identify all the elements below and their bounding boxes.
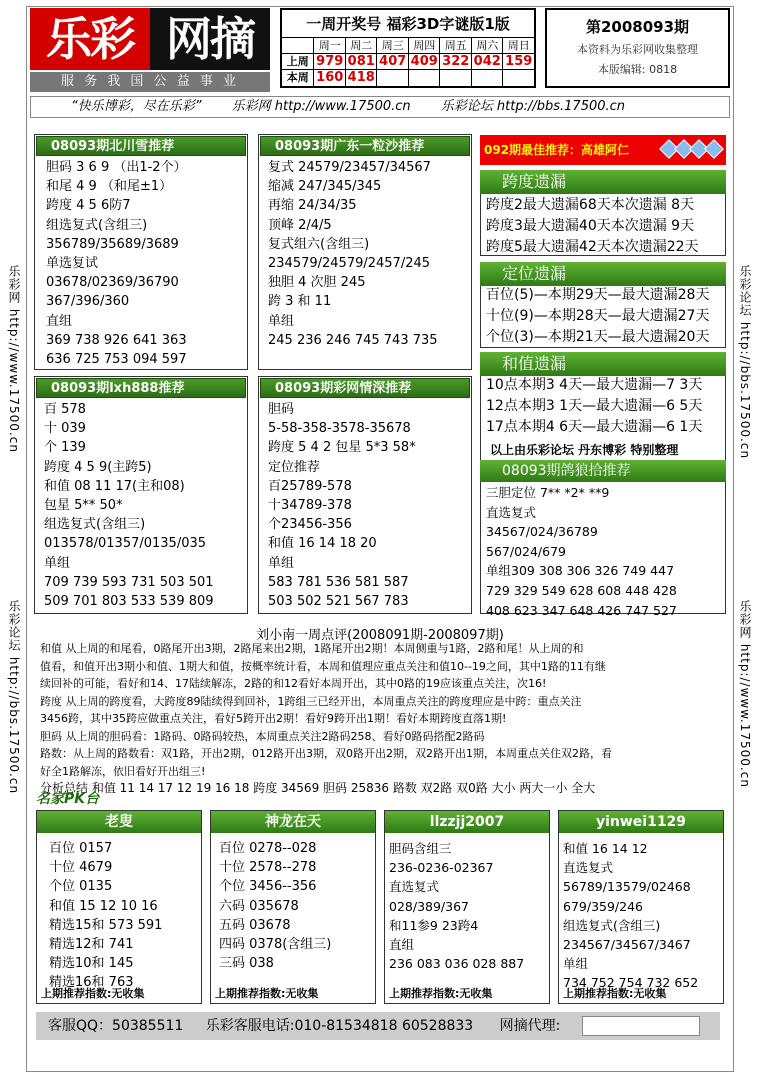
pk-line: 百位 0157 [49,841,113,856]
commentary-line: 3456跨，其中35跨应做重点关注，看好5跨开出2期！看好9跨开出1期！看好本期跨度直落1期! [40,712,507,725]
pk-line: 236-0236-02367 [389,860,494,876]
pk-line: 028/389/367 [389,898,469,914]
wolf-line: 34567/024/36789 [486,524,598,540]
panel-line: 跨度 5 4 2 包星 5*3 58* [268,440,416,456]
agent-label: 网摘代理: [499,1018,561,1034]
pk-panel-title: llzzjj2007 [385,811,549,833]
panel-line: 和尾 4 9 （和尾±1） [46,179,173,195]
draw-number: 418 [345,70,377,86]
pk-line: 精选12和 741 [49,937,134,953]
panel-line: 独胆 4 次胆 245 [268,275,366,291]
pk-line: 精选16和 763 [49,975,134,991]
row-label: 上周 [286,55,309,68]
sum-missing-title: 和值遗漏 [480,352,726,376]
side-forum-link-left[interactable]: 乐彩论坛 http://bbs.17500.cn [7,600,21,795]
wolf-line: 729 329 549 628 608 448 428 [486,582,677,598]
commentary-line: 和值 从上周的和尾看，0路尾开出3期，2路尾来出2期，1路尾开出2期！本周侧重与1路，2路和尾！从上周的和 [40,642,584,655]
missing-line: 12点本期3 1天—最大遗漏—6 5天 [486,398,703,414]
pk-line: 组选复式(含组三) [563,917,661,933]
panel-line: 367/396/360 [46,294,130,310]
pk-line: 三码 038 [219,956,274,972]
panel-title: 08093期广东一粒沙推荐 [260,136,470,156]
pk-panel-title: 老叟 [37,811,201,833]
logo-left-text: 乐彩 [30,8,150,70]
pk-panel-title: yinwei1129 [559,811,723,833]
panel-body [268,400,416,611]
panel-line: 跨 3 和 11 [268,294,332,310]
panel-line: 709 739 593 731 503 501 [44,574,214,590]
position-missing-body [486,285,709,348]
pk-line: 734 752 754 732 652 [563,975,699,991]
panel-line: 定位推荐 [268,459,321,475]
panel-line: 包星 5** 50* [44,498,123,514]
missing-line: 跨度2最大遗漏68天本次遗漏 8天 [486,197,695,213]
panel-line: 胆码 3 6 9 （出1-2个） [46,160,187,175]
weekly-prize-table [280,8,536,88]
pk-line: 胆码含组三 [389,841,452,856]
day-cell: 周四 [408,38,440,53]
panel-line: 234579/24579/2457/245 [268,256,431,272]
pk-line: 个位 3456--356 [219,879,317,895]
commentary-line: 跨度 从上周的跨度看，大跨度89陆续得到回补，1跨组三已经开出，本周重点关注的跨度理应是中跨：重点关注 [40,694,582,708]
panel-line: 跨度 4 5 6防7 [46,198,131,214]
panel-line: 单组 [268,313,295,329]
panel-line: 503 502 521 567 783 [268,594,409,610]
panel-line: 356789/35689/3689 [46,236,179,252]
pk-panel-body [563,839,698,993]
pk-line: 和值 15 12 10 16 [49,898,158,914]
day-cell: 周五 [439,38,471,53]
missing-line: 10点本期3 4天—最大遗漏—7 3天 [486,377,703,393]
panel-line: 509 701 803 533 539 809 [44,594,214,610]
panel-title: 08093期彩网情深推荐 [260,378,470,398]
issue-box [545,8,730,88]
draw-number [502,70,534,86]
pk-line: 十位 2578--278 [219,860,317,876]
customer-qq: 客服QQ：50385511 [48,1018,184,1034]
commentary-title: 刘小南一周点评(2008091期-2008097期) [256,628,504,643]
editor-note: 本版编辑: 0818 [597,63,678,76]
panel-line: 5-58-358-3578-35678 [268,421,411,437]
banner-site-link[interactable]: 乐彩网 http://www.17500.cn [231,99,411,114]
slogan: 服 务 我 国 公 益 事 业 [30,72,270,92]
missing-line: 17点本期4 6天—最大遗漏—6 1天 [486,419,703,435]
span-missing-title: 跨度遗漏 [480,170,726,194]
agent-field[interactable] [582,1016,700,1036]
missing-line: 个位(3)—本期21天—最大遗漏20天 [486,329,710,345]
pk-panel-footer: 上期推荐指数:无收集 [563,987,667,1000]
banner-quote: “快乐博彩，尽在乐彩” [71,99,202,114]
draw-number: 159 [502,54,534,69]
banner-forum-link[interactable]: 乐彩论坛 http://bbs.17500.cn [440,99,626,114]
pk-line: 236 083 036 028 887 [389,956,525,972]
draw-number [471,70,503,86]
panel-line: 百25789-578 [268,478,352,494]
panel-line: 245 236 246 745 743 735 [268,332,438,348]
wolf-line: 单组309 308 306 326 749 447 [486,563,675,579]
best-recommend-label: 092期最佳推荐：高雄阿仁 [484,143,630,157]
panel-line: 顶峰 2/4/5 [268,217,332,233]
pk-panel-footer: 上期推荐指数:无收集 [41,987,145,1000]
best-recommend-bar [480,135,726,165]
commentary-line: 胆码 从上周的胆码看：1路码、0路码较热，本周重点关注2路码258、看好0路码搭配2路码 [40,729,485,743]
commentary-line: 续回补的可能，看好和14、17陆续解冻，2路的和12看好本周开出，其中0路的19应该重点关注，次16! [40,677,547,690]
row-label: 本周 [286,71,309,84]
wolf-recommend-title: 08093期鸽狼拾推荐 [480,460,726,482]
draw-number [408,70,440,86]
pk-panel-yinwei1129 [558,810,724,1004]
pk-line: 和11参9 23跨4 [389,917,479,933]
missing-line: 百位(5)—本期29天—最大遗漏28天 [486,287,710,303]
days-row [282,38,534,54]
pk-panel-footer: 上期推荐指数:无收集 [389,987,493,1000]
day-cell: 周三 [376,38,408,53]
panel-line: 369 738 926 641 363 [46,332,187,348]
panel-line: 和值 16 14 18 20 [268,536,377,552]
day-cell: 周一 [313,38,345,53]
corner-cell [282,38,313,53]
pk-line: 精选10和 145 [49,956,134,972]
panel-line: 013578/01357/0135/035 [44,536,207,552]
commentary-body [40,640,720,798]
pk-panel-footer: 上期推荐指数:无收集 [215,987,319,1000]
pk-line: 五码 03678 [219,917,291,933]
pk-line: 和值 16 14 12 [563,841,648,856]
panel-line: 单组 [268,555,295,571]
last-week-row [282,54,534,70]
diamond-icon [704,139,724,159]
missing-line: 跨度5最大遗漏42天本次遗漏22天 [486,239,699,255]
wolf-recommend-body [486,483,677,620]
draw-number: 322 [439,54,471,69]
draw-number: 081 [345,54,377,69]
panel-line: 和值 08 11 17(主和08) [44,478,185,494]
wolf-line: 567/024/679 [486,543,566,559]
footer-bar [36,1012,720,1040]
panel-line: 复式组六(含组三) [268,236,370,252]
side-forum-link-right[interactable]: 乐彩论坛 http://bbs.17500.cn [738,265,752,460]
panel-line: 复式 24579/23457/34567 [268,160,431,175]
day-cell: 周六 [471,38,503,53]
this-week-row [282,70,534,86]
banner [30,96,730,118]
pk-line: 精选15和 573 591 [49,917,163,933]
draw-number [439,70,471,86]
pk-line: 直选复式 [563,860,614,876]
issue-number: 第2008093期 [585,18,690,36]
prize-table-title: 一周开奖号 福彩3D字谜版1版 [282,10,534,38]
wolf-line: 三胆定位 7** *2* **9 [486,485,610,500]
draw-number: 042 [471,54,503,69]
pk-panel-laosou [36,810,202,1004]
commentary-line: 值看，和值开出3期小和值、1期大和值，按概率统计看，本周和值理应重点关注和值10--19之间，其中1路的11有继 [40,659,606,673]
pk-line: 十位 4679 [49,860,113,876]
pk-panel-llzzjj2007 [384,810,550,1004]
day-cell: 周日 [502,38,534,53]
pk-line: 单组 [563,956,589,972]
panel-title: 08093期北川雪推荐 [36,136,246,156]
panel-line: 个 139 [44,440,86,456]
panel-body [46,158,187,369]
notice-text: 以上由乐彩论坛 丹东博彩 特别整理 [490,443,679,457]
panel-line: 个23456-356 [268,517,352,533]
pk-line: 四码 0378(含组三) [219,937,332,953]
draw-number: 407 [376,54,408,69]
missing-line: 十位(9)—本期28天—最大遗漏27天 [486,308,710,324]
pk-line: 234567/34567/3467 [563,937,691,953]
position-missing-title: 定位遗漏 [480,262,726,286]
panel-line: 单组 [44,555,71,571]
pk-panel-shenlong [210,810,376,1004]
panel-body [268,158,438,350]
pk-line: 百位 0278--028 [219,841,317,856]
pk-line: 六码 035678 [219,898,299,914]
sum-missing-body [486,375,702,438]
commentary-line: 路数：从上周的路数看：双1路，开出2期，012路开出3期，双0路开出2期，双2路开出1期，本周重点关住双2路，看 [40,747,612,760]
commentary-line: 分析总结 和值 11 14 17 12 19 16 18 跨度 34569 胆码 25836 路数 双2路 双0路 大小 两大一小 全大 [40,781,596,795]
panel-line: 03678/02369/36790 [46,275,179,291]
panel-line: 单选复试 [46,256,99,272]
panel-line: 胆码 [268,402,295,417]
panel-title: 08093期lxh888推荐 [36,378,246,398]
pk-panel-title: 神龙在天 [211,811,375,833]
panel-line: 再缩 24/34/35 [268,198,357,214]
pk-line: 679/359/246 [563,898,643,914]
panel-body [44,400,214,611]
panel-line: 组选复式(含组三) [44,517,146,533]
pk-panel-body [49,839,162,993]
pk-panel-body [389,839,524,973]
pk-line: 56789/13579/02468 [563,879,691,895]
draw-number: 979 [313,54,345,69]
panel-line: 十34789-378 [268,498,352,514]
span-missing-body [486,195,699,258]
side-site-link-left[interactable]: 乐彩网 http://www.17500.cn [7,265,21,453]
pk-line: 直组 [389,937,415,953]
panel-line: 十 039 [44,421,86,437]
missing-line: 跨度3最大遗漏40天本次遗漏 9天 [486,218,695,234]
source-note: 本资料为乐彩网收集整理 [577,43,698,56]
pk-panel-body [219,839,331,973]
side-site-link-right[interactable]: 乐彩网 http://www.17500.cn [738,600,752,788]
panel-line: 缩减 247/345/345 [268,179,382,195]
customer-phone: 乐彩客服电话:010-81534818 60528833 [205,1018,474,1034]
pk-line: 直选复式 [389,879,440,895]
wolf-line: 408 623 347 648 426 747 527 [486,602,677,618]
panel-line: 组选复式(含组三) [46,217,148,233]
panel-line: 跨度 4 5 9(主跨5) [44,459,152,475]
draw-number [376,70,408,86]
draw-number: 409 [408,54,440,69]
site-logo[interactable] [30,8,270,70]
commentary-line: 好全1路解冻，依旧看好开出组三! [40,764,206,778]
pk-line: 个位 0135 [49,879,113,895]
day-cell: 周二 [345,38,377,53]
draw-number: 160 [313,70,345,86]
logo-right-text: 网摘 [150,8,270,70]
panel-line: 百 578 [44,402,86,417]
panel-line: 583 781 536 581 587 [268,574,409,590]
wolf-line: 直选复式 [486,504,537,520]
panel-line: 636 725 753 094 597 [46,352,187,368]
panel-line: 直组 [46,313,73,329]
pk-section-label: 名家PK台 [36,791,100,807]
